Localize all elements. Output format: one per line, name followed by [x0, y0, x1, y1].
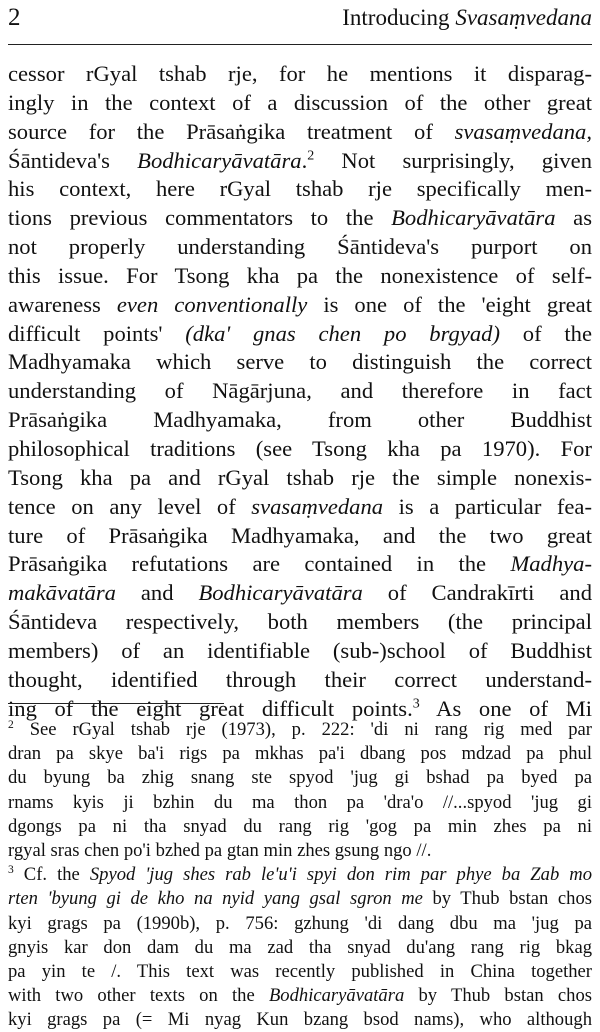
text-run: cessor rGyal tshab rje, for he mentions it disparag- [8, 61, 592, 86]
text-run: members) of an identifiable (sub-)school of Buddhist [8, 637, 592, 663]
text-run: ing of the eight great difficult points. [8, 695, 413, 721]
body-line [8, 291, 592, 320]
text-run: Not surprisingly, given [314, 147, 592, 173]
footnote-line [8, 912, 592, 936]
body-line [8, 608, 592, 637]
footnote-line [8, 742, 592, 766]
body-line [8, 522, 592, 551]
text-run: is a particular fea- [383, 493, 592, 519]
footnote-line [8, 766, 592, 790]
body-line [8, 60, 592, 89]
footnote-line [8, 791, 592, 815]
text-run: Prāsaṅgika Madhyamaka, from other Buddhist [8, 407, 592, 433]
body-line [8, 579, 592, 608]
text-run: dgongs pa ni tha snyad du rang rig 'gog pa min zhes pa ni [8, 815, 592, 837]
text-run: As one of Mi [419, 695, 592, 721]
text-run: pa yin te /. This text was recently published in China together [8, 960, 592, 982]
text-run: du byung ba zhig snang ste spyod 'jug gi bshad pa byed pa [8, 767, 592, 789]
footnote-rule [8, 703, 224, 704]
page-header [8, 4, 592, 45]
text-run: kyi grags pa (1990b), p. 756: gzhung 'di dang dbu ma 'jug pa [8, 912, 592, 934]
italic-text: Bodhicaryāvatāra [391, 205, 556, 231]
body-line [8, 262, 592, 291]
text-run: this issue. For Tsong kha pa the nonexistence of self- [8, 262, 592, 288]
running-head [342, 5, 592, 31]
body-line [8, 175, 592, 204]
text-run: gnyis kar don dam du ma zad tha snyad du'ang rang rig bkag [8, 936, 592, 958]
text-run: not properly understanding Śāntideva's purport on [8, 234, 592, 260]
text-run: ture of Prāsaṅgika Madhyamaka, and the two great [8, 522, 592, 548]
text-run: is one of the 'eight great [307, 291, 592, 317]
running-head-text: Introducing [342, 5, 456, 30]
body-line [8, 233, 592, 262]
body-line [8, 147, 592, 176]
text-run: as [555, 205, 592, 231]
text-run: rnams kyis ji bzhin du ma thon pa 'dra'o //...spyod 'jug gi [8, 791, 592, 813]
text-run: of the [499, 320, 592, 346]
italic-text: (dka' gnas chen po brgyad) [185, 320, 500, 346]
text-run: Madhyamaka which serve to distinguish the correct [8, 349, 592, 375]
footnote-line [8, 887, 592, 911]
body-line [8, 493, 592, 522]
italic-text: even conventionally [116, 291, 308, 317]
footnote-line [8, 718, 592, 742]
text-run: See rGyal tshab rje (1973), p. 222: 'di ni rang rig med par [13, 719, 592, 740]
italic-text: Spyod 'jug shes rab le'u'i spyi don rim par phye ba Zab mo [89, 864, 592, 886]
body-line [8, 637, 592, 666]
text-run: rgyal sras chen po'i bzhed pa gtan min zhes gsung ngo //. [8, 839, 432, 861]
note-marker: 3 [8, 863, 14, 876]
footnote-line [8, 936, 592, 960]
text-run: tence on any level of [8, 493, 252, 519]
text-run: of Candrakīrti and [362, 580, 592, 606]
italic-text: Bodhicaryāvatāra [268, 985, 405, 1007]
body-line [8, 204, 592, 233]
body-line [8, 464, 592, 493]
italic-text: svasaṃvedana, [454, 118, 592, 144]
text-run: his context, here rGyal tshab rje specifically men- [8, 176, 592, 202]
body-line [8, 348, 592, 377]
italic-text: Bodhicaryāvatāra [198, 580, 363, 606]
footnote-line [8, 815, 592, 839]
body-line [8, 550, 592, 579]
text-run: . [301, 147, 308, 173]
text-run: kyi grags pa (= Mi nyag Kun bzang bsod nams), who although [8, 1009, 592, 1031]
text-run: awareness [8, 291, 117, 317]
footnote-line [8, 839, 592, 863]
italic-text: rten 'byung gi de kho na nyid yang gsal sgron me [8, 888, 423, 910]
footnote-line [8, 960, 592, 984]
text-run: Śāntideva's [8, 147, 138, 173]
text-run: difficult points' [8, 320, 186, 346]
page-number: 2 [8, 4, 21, 31]
footnote-line [8, 863, 592, 887]
text-run: Prāsaṅgika refutations are contained in the [8, 551, 511, 577]
body-line [8, 435, 592, 464]
text-run: dran pa skye ba'i rigs pa mkhas pa'i dbang pos mdzad pa phul [8, 743, 592, 765]
body-line [8, 118, 592, 147]
body-line [8, 89, 592, 118]
footnote-line [8, 1008, 592, 1032]
text-run: understanding of Nāgārjuna, and therefore in fact [8, 378, 592, 404]
body-line [8, 377, 592, 406]
text-run: by Thub bstan chos [422, 888, 592, 910]
body-line [8, 666, 592, 695]
text-run: Tsong kha pa and rGyal tshab rje the simple nonexis- [8, 464, 592, 490]
text-run: thought, identified through their correct understand- [8, 666, 592, 692]
text-run: ingly in the context of a discussion of the other great [8, 89, 592, 115]
text-run: tions previous commentators to the [8, 205, 392, 231]
note-marker: 2 [8, 718, 14, 731]
body-line [8, 320, 592, 349]
text-run: and [115, 580, 199, 606]
note-marker: 3 [412, 696, 420, 712]
running-head-italic: Svasaṃvedana [455, 5, 592, 30]
text-run: Śāntideva respectively, both members (the principal [8, 609, 592, 635]
text-run: philosophical traditions (see Tsong kha pa 1970). For [8, 435, 592, 461]
footnotes [8, 718, 592, 1032]
note-marker: 2 [307, 148, 315, 163]
text-run: Cf. the [13, 864, 90, 886]
body-text [8, 60, 592, 723]
text-run: with two other texts on the [8, 985, 269, 1007]
italic-text: makāvatāra [8, 580, 116, 606]
italic-text: Madhya- [510, 551, 592, 577]
footnote-line [8, 984, 592, 1008]
italic-text: Bodhicaryāvatāra [137, 147, 302, 173]
text-run: source for the Prāsaṅgika treatment of [8, 118, 455, 144]
italic-text: svasaṃvedana [251, 493, 384, 519]
text-run: by Thub bstan chos [404, 985, 592, 1007]
body-line [8, 406, 592, 435]
